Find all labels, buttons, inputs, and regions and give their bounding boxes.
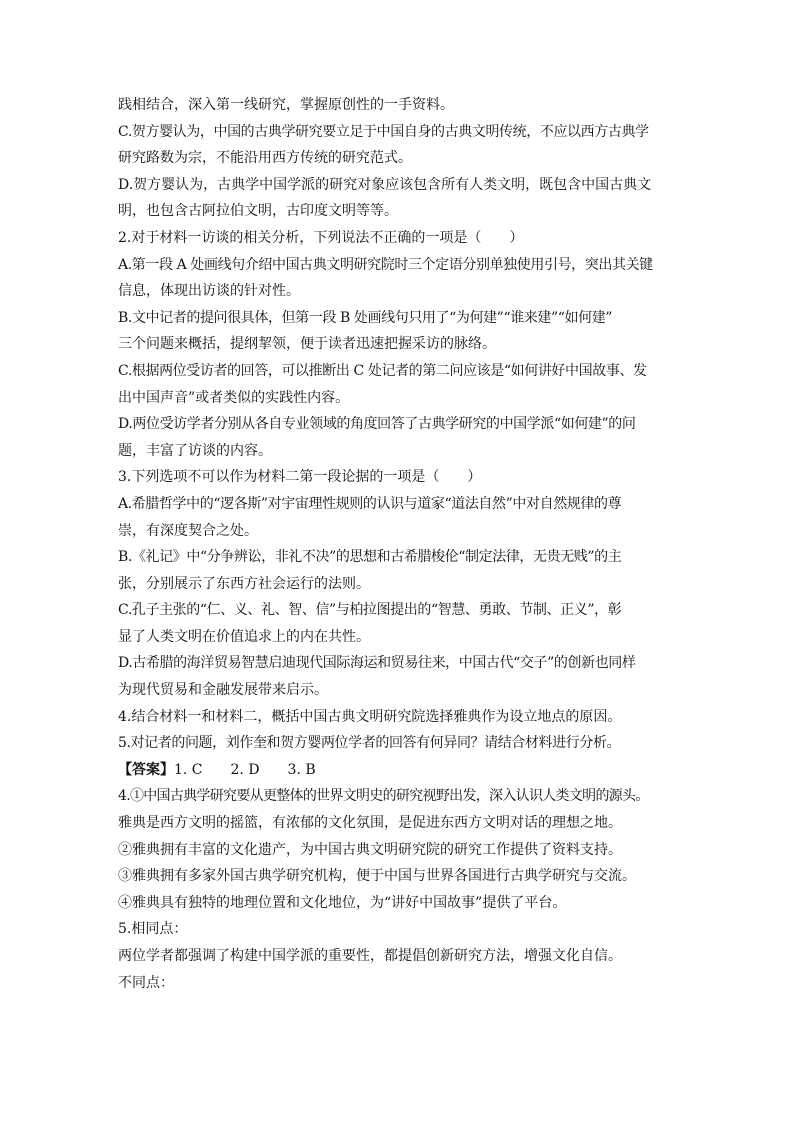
- document-body: [118, 92, 684, 996]
- text-line: C.贺方婴认为，中国的古典学研究要立足于中国自身的古典文明传统，不应以西方古典学: [118, 123, 649, 140]
- text-line: 出中国声音”或者类似的实践性内容。: [118, 389, 350, 406]
- answer-line: [118, 757, 684, 784]
- text-line: 不同点：: [118, 974, 174, 991]
- text-line: C.根据两位受访者的回答，可以推断出 C 处记者的第二问应该是“如何讲好中国故事、发: [118, 362, 647, 379]
- text-line: 4.①中国古典学研究要从更整体的世界文明史的研究视野出发，深入认识人类文明的源头。: [118, 788, 649, 805]
- text-line: 张，分别展示了东西方社会运行的法则。: [118, 575, 370, 592]
- question-2-stem: 2.对于材料一访谈的相关分析，下列说法不正确的一项是（ ）: [118, 229, 524, 246]
- question-3-stem: 3.下列选项不可以作为材料二第一段论据的一项是（ ）: [118, 469, 482, 486]
- text-line: 题，丰富了访谈的内容。: [118, 442, 272, 459]
- text-line: D.贺方婴认为，古典学中国学派的研究对象应该包含所有人类文明，既包含中国古典文: [118, 176, 652, 193]
- text-line: ③雅典拥有多家外国古典学研究机构，便于中国与世界各国进行古典学研究与交流。: [118, 868, 636, 885]
- text-line: 5.相同点：: [118, 921, 188, 938]
- text-line: C.孔子主张的“仁、义、礼、智、信”与柏拉图提出的“智慧、勇敢、节制、正义”，彰: [118, 602, 622, 619]
- text-line: 崇，有深度契合之处。: [118, 522, 258, 539]
- text-line: D.两位受访学者分别从各自专业领域的角度回答了古典学研究的中国学派“如何建”的问: [118, 416, 636, 433]
- text-line: B.文中记者的提问很具体，但第一段 B 处画线句只用了“为何建”“谁来建”“如何建”: [118, 309, 613, 326]
- text-line: 践相结合，深入第一线研究，掌握原创性的一手资料。: [118, 97, 454, 113]
- text-line: ②雅典拥有丰富的文化遗产，为中国古典文明研究院的研究工作提供了资料支持。: [118, 841, 622, 858]
- text-line: 明，也包含古阿拉伯文明，古印度文明等等。: [118, 203, 398, 220]
- question-4-stem: 4.结合材料一和材料二，概括中国古典文明研究院选择雅典作为设立地点的原因。: [118, 708, 622, 725]
- text-line: B.《礼记》中“分争辨讼，非礼不决”的思想和古希腊梭伦“制定法律，无贵无贱”的主: [118, 549, 622, 566]
- question-5-stem: 5.对记者的问题，刘作奎和贺方婴两位学者的回答有何异同？请结合材料进行分析。: [118, 735, 621, 752]
- text-line: 显了人类文明在价值追求上的内在共性。: [118, 628, 370, 645]
- answer-text: 1. C 2. D 3. B: [174, 761, 316, 778]
- text-line: A.第一段 A 处画线句介绍中国古典文明研究院时三个定语分别单独使用引号，突出其关键: [118, 256, 653, 273]
- answer-label: 【答案】: [118, 761, 174, 778]
- text-line: D.古希腊的海洋贸易智慧启迪现代国际海运和贸易往来，中国古代“交子”的创新也同样: [118, 655, 636, 672]
- text-line: 两位学者都强调了构建中国学派的重要性，都提倡创新研究方法，增强文化自信。: [118, 948, 622, 964]
- text-line: 雅典是西方文明的摇篮，有浓郁的文化氛围，是促进东西方文明对话的理想之地。: [118, 815, 622, 832]
- text-line: 三个问题来概括，提纲挈领，便于读者迅速把握采访的脉络。: [118, 336, 496, 353]
- text-line: 研究路数为宗，不能沿用西方传统的研究范式。: [118, 150, 412, 167]
- text-line: 为现代贸易和金融发展带来启示。: [118, 682, 328, 699]
- text-line: ④雅典具有独特的地理位置和文化地位，为“讲好中国故事”提供了平台。: [118, 894, 567, 911]
- text-line: 信息，体现出访谈的针对性。: [118, 283, 300, 300]
- text-line: A.希腊哲学中的“逻各斯”对宇宙理性规则的认识与道家“道法自然”中对自然规律的尊: [118, 495, 622, 512]
